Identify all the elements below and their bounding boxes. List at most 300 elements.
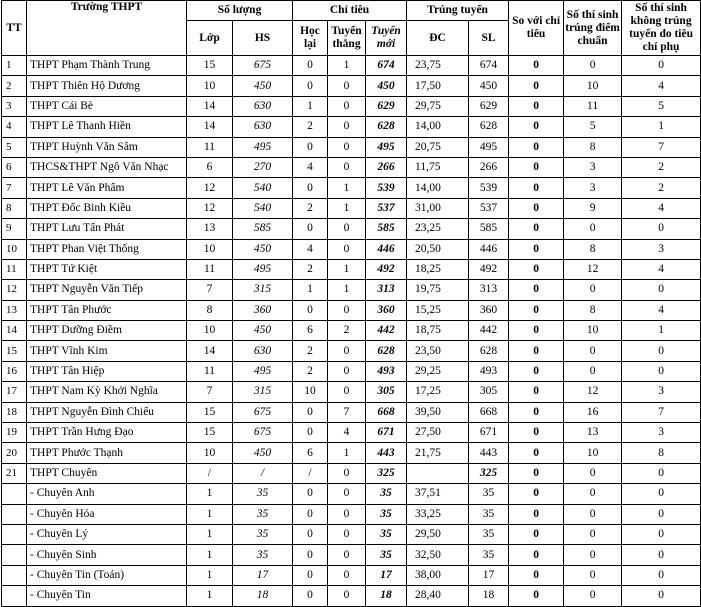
cell-hs: 495 <box>233 361 293 381</box>
cell-hs: 630 <box>233 341 293 361</box>
cell-sl: 585 <box>469 219 509 239</box>
header-trung-diem-chuan: Số thí sinh trúng điểm chuẩn <box>564 1 622 56</box>
table-row <box>2 219 701 239</box>
cell-khong-trung: 2 <box>622 157 701 177</box>
cell-tuyen-thang: 0 <box>328 361 366 381</box>
cell-dc: 18,25 <box>407 259 469 279</box>
cell-dc: 27,50 <box>407 423 469 443</box>
cell-sl: 35 <box>469 524 509 544</box>
cell-hoc-lai: 0 <box>293 484 328 504</box>
cell-sl: 18 <box>469 586 509 606</box>
table-row <box>2 565 701 585</box>
cell-tuyen-moi: 35 <box>366 504 407 524</box>
cell-tt <box>2 484 27 504</box>
cell-trung-diem-chuan: 0 <box>564 56 622 76</box>
cell-hs: 35 <box>233 545 293 565</box>
cell-hs: 540 <box>233 198 293 218</box>
table-row <box>2 96 701 116</box>
cell-hs: 495 <box>233 259 293 279</box>
cell-dc: 18,75 <box>407 321 469 341</box>
cell-hoc-lai: / <box>293 463 328 483</box>
cell-hs: 35 <box>233 484 293 504</box>
cell-hoc-lai: 2 <box>293 117 328 137</box>
cell-lop: 1 <box>187 504 233 524</box>
cell-sl: 537 <box>469 198 509 218</box>
cell-hoc-lai: 0 <box>293 524 328 544</box>
cell-hs: / <box>233 463 293 483</box>
cell-tt: 21 <box>2 463 27 483</box>
cell-so-voi: 0 <box>509 96 564 116</box>
cell-tt <box>2 504 27 524</box>
cell-tuyen-thang: 0 <box>328 76 366 96</box>
cell-school: - Chuyên Hóa <box>27 504 187 524</box>
cell-so-voi: 0 <box>509 545 564 565</box>
cell-hoc-lai: 4 <box>293 239 328 259</box>
cell-sl: 313 <box>469 280 509 300</box>
cell-dc: 14,00 <box>407 117 469 137</box>
cell-so-voi: 0 <box>509 300 564 320</box>
cell-school: THPT Tứ Kiệt <box>27 259 187 279</box>
cell-so-voi: 0 <box>509 361 564 381</box>
cell-school: THPT Phước Thạnh <box>27 443 187 463</box>
cell-hs: 315 <box>233 280 293 300</box>
cell-hs: 675 <box>233 402 293 422</box>
cell-sl: 668 <box>469 402 509 422</box>
cell-tt: 10 <box>2 239 27 259</box>
cell-dc: 20,75 <box>407 137 469 157</box>
cell-lop: 10 <box>187 76 233 96</box>
cell-school: THPT Dưỡng Điềm <box>27 321 187 341</box>
cell-trung-diem-chuan: 12 <box>564 259 622 279</box>
cell-lop: 11 <box>187 361 233 381</box>
cell-school: THPT Trần Hưng Đạo <box>27 423 187 443</box>
cell-tt: 18 <box>2 402 27 422</box>
cell-hoc-lai: 2 <box>293 259 328 279</box>
cell-hs: 675 <box>233 423 293 443</box>
cell-sl: 495 <box>469 137 509 157</box>
cell-lop: 12 <box>187 198 233 218</box>
cell-sl: 17 <box>469 565 509 585</box>
cell-hoc-lai: 2 <box>293 361 328 381</box>
header-chi-tieu: Chỉ tiêu <box>293 1 407 21</box>
cell-so-voi: 0 <box>509 219 564 239</box>
cell-tt <box>2 545 27 565</box>
table-row <box>2 300 701 320</box>
cell-khong-trung: 0 <box>622 504 701 524</box>
cell-lop: 11 <box>187 137 233 157</box>
table-row <box>2 178 701 198</box>
cell-so-voi: 0 <box>509 565 564 585</box>
cell-trung-diem-chuan: 16 <box>564 402 622 422</box>
cell-dc: 23,75 <box>407 56 469 76</box>
cell-dc: 28,40 <box>407 586 469 606</box>
table-row <box>2 402 701 422</box>
cell-trung-diem-chuan: 0 <box>564 524 622 544</box>
cell-tuyen-thang: 7 <box>328 402 366 422</box>
cell-school: THPT Nguyễn Văn Tiếp <box>27 280 187 300</box>
cell-khong-trung: 3 <box>622 382 701 402</box>
cell-lop: 7 <box>187 382 233 402</box>
cell-hs: 315 <box>233 382 293 402</box>
cell-lop: 14 <box>187 341 233 361</box>
cell-tt: 7 <box>2 178 27 198</box>
cell-khong-trung: 2 <box>622 178 701 198</box>
table-row <box>2 321 701 341</box>
cell-dc <box>407 463 469 483</box>
cell-lop: 10 <box>187 239 233 259</box>
cell-khong-trung: 0 <box>622 361 701 381</box>
cell-school: THPT Phạm Thành Trung <box>27 56 187 76</box>
table-row <box>2 361 701 381</box>
cell-tuyen-moi: 671 <box>366 423 407 443</box>
cell-hs: 35 <box>233 524 293 544</box>
cell-dc: 19,75 <box>407 280 469 300</box>
cell-khong-trung: 5 <box>622 96 701 116</box>
cell-hoc-lai: 0 <box>293 76 328 96</box>
cell-tuyen-thang: 0 <box>328 157 366 177</box>
cell-tuyen-thang: 1 <box>328 443 366 463</box>
cell-so-voi: 0 <box>509 504 564 524</box>
cell-trung-diem-chuan: 0 <box>564 361 622 381</box>
cell-sl: 305 <box>469 382 509 402</box>
table-row <box>2 239 701 259</box>
cell-hoc-lai: 10 <box>293 382 328 402</box>
cell-so-voi: 0 <box>509 402 564 422</box>
cell-hs: 450 <box>233 239 293 259</box>
cell-tuyen-moi: 450 <box>366 76 407 96</box>
cell-khong-trung: 4 <box>622 300 701 320</box>
header-sl: SL <box>469 21 509 56</box>
cell-tuyen-moi: 18 <box>366 586 407 606</box>
cell-tuyen-thang: 0 <box>328 239 366 259</box>
cell-tuyen-moi: 492 <box>366 259 407 279</box>
cell-sl: 446 <box>469 239 509 259</box>
cell-tuyen-thang: 0 <box>328 117 366 137</box>
cell-tuyen-thang: 0 <box>328 96 366 116</box>
cell-lop: 15 <box>187 402 233 422</box>
cell-sl: 442 <box>469 321 509 341</box>
cell-tt <box>2 586 27 606</box>
cell-school: THPT Đốc Binh Kiều <box>27 198 187 218</box>
cell-so-voi: 0 <box>509 423 564 443</box>
table-row <box>2 198 701 218</box>
table-row <box>2 504 701 524</box>
cell-sl: 539 <box>469 178 509 198</box>
table-row <box>2 157 701 177</box>
cell-so-voi: 0 <box>509 157 564 177</box>
cell-so-voi: 0 <box>509 463 564 483</box>
cell-dc: 33,25 <box>407 504 469 524</box>
cell-dc: 23,25 <box>407 219 469 239</box>
table-row <box>2 586 701 606</box>
cell-tuyen-thang: 1 <box>328 56 366 76</box>
cell-khong-trung: 3 <box>622 239 701 259</box>
cell-tt: 20 <box>2 443 27 463</box>
cell-tuyen-thang: 0 <box>328 300 366 320</box>
cell-hoc-lai: 0 <box>293 178 328 198</box>
cell-lop: 1 <box>187 545 233 565</box>
cell-tt: 8 <box>2 198 27 218</box>
table-row <box>2 524 701 544</box>
header-school: Trường THPT <box>27 1 187 56</box>
cell-hoc-lai: 2 <box>293 341 328 361</box>
cell-so-voi: 0 <box>509 239 564 259</box>
cell-tuyen-moi: 628 <box>366 341 407 361</box>
cell-sl: 35 <box>469 484 509 504</box>
cell-tuyen-moi: 539 <box>366 178 407 198</box>
cell-hs: 360 <box>233 300 293 320</box>
cell-tt: 11 <box>2 259 27 279</box>
cell-dc: 23,50 <box>407 341 469 361</box>
table-row <box>2 341 701 361</box>
cell-hoc-lai: 0 <box>293 300 328 320</box>
cell-hs: 585 <box>233 219 293 239</box>
cell-tuyen-thang: 0 <box>328 524 366 544</box>
cell-trung-diem-chuan: 8 <box>564 300 622 320</box>
cell-sl: 35 <box>469 504 509 524</box>
cell-khong-trung: 3 <box>622 423 701 443</box>
cell-lop: 12 <box>187 178 233 198</box>
cell-tt: 14 <box>2 321 27 341</box>
cell-lop: 1 <box>187 565 233 585</box>
cell-tt: 19 <box>2 423 27 443</box>
cell-so-voi: 0 <box>509 524 564 544</box>
cell-tt: 1 <box>2 56 27 76</box>
cell-hoc-lai: 1 <box>293 96 328 116</box>
cell-hs: 450 <box>233 321 293 341</box>
cell-school: THPT Nguyễn Đình Chiểu <box>27 402 187 422</box>
cell-tuyen-thang: 0 <box>328 219 366 239</box>
cell-hoc-lai: 1 <box>293 280 328 300</box>
cell-sl: 492 <box>469 259 509 279</box>
cell-hs: 270 <box>233 157 293 177</box>
cell-hs: 450 <box>233 443 293 463</box>
cell-trung-diem-chuan: 8 <box>564 137 622 157</box>
cell-tuyen-moi: 305 <box>366 382 407 402</box>
header-so-voi: So với chỉ tiêu <box>509 1 564 56</box>
cell-khong-trung: 0 <box>622 484 701 504</box>
cell-khong-trung: 8 <box>622 443 701 463</box>
cell-dc: 29,25 <box>407 361 469 381</box>
cell-khong-trung: 0 <box>622 524 701 544</box>
cell-dc: 15,25 <box>407 300 469 320</box>
cell-school: THPT Tân Hiệp <box>27 361 187 381</box>
cell-hs: 450 <box>233 76 293 96</box>
cell-tuyen-moi: 313 <box>366 280 407 300</box>
cell-sl: 671 <box>469 423 509 443</box>
cell-tuyen-moi: 325 <box>366 463 407 483</box>
cell-tuyen-moi: 493 <box>366 361 407 381</box>
cell-dc: 39,50 <box>407 402 469 422</box>
table-row <box>2 280 701 300</box>
header-trung-tuyen: Trúng tuyển <box>407 1 509 21</box>
cell-school: THPT Cái Bè <box>27 96 187 116</box>
cell-tuyen-moi: 35 <box>366 545 407 565</box>
cell-school: THPT Tân Phước <box>27 300 187 320</box>
cell-so-voi: 0 <box>509 56 564 76</box>
table-row <box>2 545 701 565</box>
cell-trung-diem-chuan: 0 <box>564 484 622 504</box>
table-row <box>2 76 701 96</box>
cell-so-voi: 0 <box>509 137 564 157</box>
cell-tuyen-thang: 0 <box>328 565 366 585</box>
cell-school: THPT Vĩnh Kim <box>27 341 187 361</box>
cell-lop: 1 <box>187 586 233 606</box>
cell-so-voi: 0 <box>509 321 564 341</box>
cell-tuyen-thang: 0 <box>328 586 366 606</box>
cell-school: THPT Phan Việt Thống <box>27 239 187 259</box>
cell-sl: 493 <box>469 361 509 381</box>
cell-dc: 32,50 <box>407 545 469 565</box>
cell-hoc-lai: 4 <box>293 157 328 177</box>
cell-khong-trung: 0 <box>622 341 701 361</box>
cell-hoc-lai: 0 <box>293 219 328 239</box>
cell-lop: 14 <box>187 117 233 137</box>
cell-trung-diem-chuan: 0 <box>564 219 622 239</box>
cell-tt <box>2 524 27 544</box>
cell-dc: 38,00 <box>407 565 469 585</box>
cell-trung-diem-chuan: 0 <box>564 504 622 524</box>
cell-hoc-lai: 0 <box>293 586 328 606</box>
table-row <box>2 484 701 504</box>
cell-tuyen-thang: 1 <box>328 259 366 279</box>
cell-sl: 266 <box>469 157 509 177</box>
cell-hoc-lai: 6 <box>293 321 328 341</box>
header-tt: TT <box>2 1 27 56</box>
cell-sl: 35 <box>469 545 509 565</box>
cell-dc: 20,50 <box>407 239 469 259</box>
cell-school: - Chuyên Tin (Toán) <box>27 565 187 585</box>
header-lop: Lớp <box>187 21 233 56</box>
cell-tuyen-thang: 1 <box>328 178 366 198</box>
header-tuyen-moi: Tuyển mới <box>366 21 407 56</box>
cell-hoc-lai: 6 <box>293 443 328 463</box>
cell-sl: 628 <box>469 341 509 361</box>
cell-khong-trung: 4 <box>622 76 701 96</box>
cell-school: THCS&THPT Ngô Văn Nhạc <box>27 157 187 177</box>
cell-lop: 10 <box>187 321 233 341</box>
cell-so-voi: 0 <box>509 382 564 402</box>
table-row <box>2 137 701 157</box>
cell-tuyen-thang: 1 <box>328 280 366 300</box>
cell-tt: 4 <box>2 117 27 137</box>
cell-khong-trung: 4 <box>622 198 701 218</box>
cell-khong-trung: 0 <box>622 463 701 483</box>
cell-tuyen-moi: 442 <box>366 321 407 341</box>
cell-trung-diem-chuan: 0 <box>564 565 622 585</box>
cell-hoc-lai: 0 <box>293 137 328 157</box>
cell-trung-diem-chuan: 3 <box>564 157 622 177</box>
cell-tuyen-moi: 360 <box>366 300 407 320</box>
cell-hoc-lai: 0 <box>293 565 328 585</box>
cell-hs: 35 <box>233 504 293 524</box>
cell-trung-diem-chuan: 0 <box>564 545 622 565</box>
table-body <box>2 56 701 607</box>
cell-tt: 16 <box>2 361 27 381</box>
cell-lop: / <box>187 463 233 483</box>
cell-tuyen-moi: 266 <box>366 157 407 177</box>
cell-sl: 443 <box>469 443 509 463</box>
cell-so-voi: 0 <box>509 443 564 463</box>
cell-tuyen-thang: 0 <box>328 484 366 504</box>
cell-tt: 17 <box>2 382 27 402</box>
cell-tt: 13 <box>2 300 27 320</box>
table-row <box>2 443 701 463</box>
cell-dc: 11,75 <box>407 157 469 177</box>
cell-tuyen-moi: 35 <box>366 524 407 544</box>
cell-sl: 450 <box>469 76 509 96</box>
table-header <box>2 1 701 56</box>
cell-hs: 540 <box>233 178 293 198</box>
table-row <box>2 56 701 76</box>
cell-tt: 5 <box>2 137 27 157</box>
cell-so-voi: 0 <box>509 341 564 361</box>
table-row <box>2 117 701 137</box>
cell-tuyen-moi: 629 <box>366 96 407 116</box>
cell-so-voi: 0 <box>509 484 564 504</box>
cell-lop: 1 <box>187 484 233 504</box>
cell-so-voi: 0 <box>509 178 564 198</box>
cell-so-voi: 0 <box>509 586 564 606</box>
cell-tuyen-thang: 2 <box>328 321 366 341</box>
cell-tuyen-moi: 495 <box>366 137 407 157</box>
cell-tt: 2 <box>2 76 27 96</box>
cell-hoc-lai: 0 <box>293 423 328 443</box>
cell-tt: 15 <box>2 341 27 361</box>
table-row <box>2 463 701 483</box>
header-so-luong: Số lượng <box>187 1 293 21</box>
cell-so-voi: 0 <box>509 259 564 279</box>
header-dc: ĐC <box>407 21 469 56</box>
header-hs: HS <box>233 21 293 56</box>
cell-so-voi: 0 <box>509 76 564 96</box>
cell-school: - Chuyên Sinh <box>27 545 187 565</box>
cell-tuyen-moi: 17 <box>366 565 407 585</box>
cell-khong-trung: 0 <box>622 586 701 606</box>
cell-lop: 11 <box>187 259 233 279</box>
table-row <box>2 382 701 402</box>
cell-trung-diem-chuan: 3 <box>564 178 622 198</box>
cell-trung-diem-chuan: 0 <box>564 341 622 361</box>
cell-lop: 1 <box>187 524 233 544</box>
cell-school: THPT Lưu Tấn Phát <box>27 219 187 239</box>
cell-hoc-lai: 0 <box>293 56 328 76</box>
cell-school: THPT Lê Văn Phẩm <box>27 178 187 198</box>
cell-khong-trung: 0 <box>622 565 701 585</box>
cell-lop: 10 <box>187 443 233 463</box>
cell-lop: 8 <box>187 300 233 320</box>
cell-tuyen-moi: 628 <box>366 117 407 137</box>
cell-hoc-lai: 0 <box>293 402 328 422</box>
cell-tt: 6 <box>2 157 27 177</box>
cell-trung-diem-chuan: 5 <box>564 117 622 137</box>
cell-trung-diem-chuan: 8 <box>564 239 622 259</box>
cell-school: THPT Chuyên <box>27 463 187 483</box>
cell-school: - Chuyên Anh <box>27 484 187 504</box>
cell-dc: 14,00 <box>407 178 469 198</box>
cell-sl: 360 <box>469 300 509 320</box>
cell-school: THPT Huỳnh Văn Sâm <box>27 137 187 157</box>
table-row <box>2 423 701 443</box>
cell-tt <box>2 565 27 585</box>
cell-dc: 21,75 <box>407 443 469 463</box>
cell-tuyen-thang: 0 <box>328 463 366 483</box>
cell-trung-diem-chuan: 12 <box>564 382 622 402</box>
cell-tuyen-moi: 537 <box>366 198 407 218</box>
cell-so-voi: 0 <box>509 280 564 300</box>
admission-table <box>1 0 701 607</box>
cell-dc: 17,50 <box>407 76 469 96</box>
